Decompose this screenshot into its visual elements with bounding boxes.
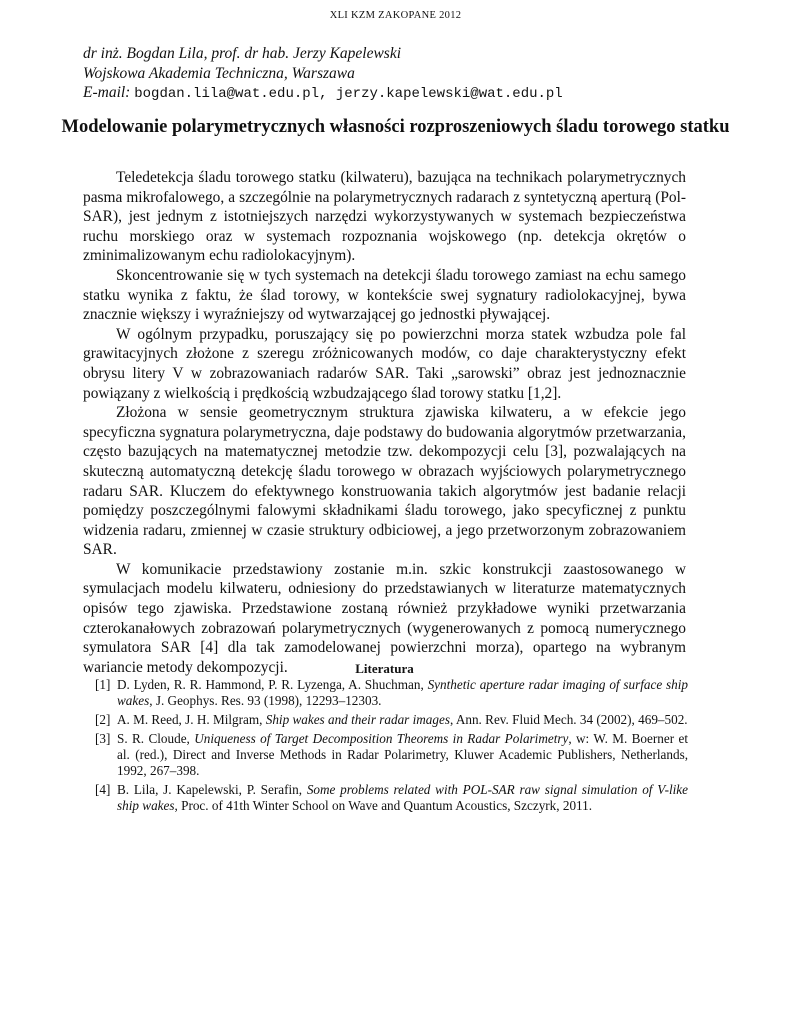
reference-number: [2] [95,712,111,727]
reference-source: , J. Geophys. Res. 93 (1998), 12293–12303. [149,693,382,708]
reference-number: [3] [95,731,111,746]
reference-authors: S. R. Cloude, [117,731,195,746]
reference-item [95,782,688,814]
paragraph: Skoncentrowanie się w tych systemach na detekcji śladu torowego zamiast na echu samego statku wynika z faktu, że ślad torowy, w kontekście swej sygnatury radiolokacyjnej, bywa znacznie większy i wyraźniejszy od wytwarzającej go jednostki pływającej. [83,266,686,324]
reference-title: Uniqueness of Target Decomposition Theorems in Radar Polarimetry [194,731,569,746]
author-affiliation: Wojskowa Akademia Techniczna, Warszawa [83,64,355,82]
paper-title: Modelowanie polarymetrycznych własności rozproszeniowych śladu torowego statku [61,117,730,137]
reference-title: Some problems related with POL-SAR raw signal simulation of V-like ship wakes [117,782,688,813]
references-heading: Literatura [355,661,414,676]
author-emails: bogdan.lila@wat.edu.pl, jerzy.kapelewski@wat.edu.pl [134,86,563,102]
authors-block [83,44,703,105]
author-names: dr inż. Bogdan Lila, prof. dr hab. Jerzy Kapelewski [83,45,402,62]
reference-source: , Ann. Rev. Fluid Mech. 34 (2002), 469–502. [449,712,688,727]
reference-title: Synthetic aperture radar imaging of surface ship wakes [117,677,688,708]
email-label: E-mail: [83,84,131,101]
reference-number: [1] [95,677,111,692]
paragraph: Złożona w sensie geometrycznym struktura zjawiska kilwateru, a w efekcie jego specyficzna sygnatura polarymetryczna, daje podstawy do budowania algorytmów przetwarzania, często bazujących na matematycznej metodzie tzw. dekompozycji celu [3], pozwalających na skuteczną automatyczną detekcję śladu torowego w obrazach wyjściowych polarymetrycznego radaru SAR. Kluczem do efektywnego konstruowania takich algorytmów jest badanie relacji pomiędzy poszczególnymi falowymi składnikami śladu torowego, jako specyficznej z punktu widzenia radaru, zmiennej w czasie struktury odbiciowej, a jego przetworzonym zobrazowaniem SAR. [83,404,686,559]
reference-authors: A. M. Reed, J. H. Milgram, [117,712,266,727]
reference-item [95,712,688,728]
reference-authors: D. Lyden, R. R. Hammond, P. R. Lyzenga, A. Shuchman, [117,677,428,692]
reference-authors: B. Lila, J. Kapelewski, P. Serafin, [117,782,307,797]
author-email-line [83,83,703,105]
reference-item [95,677,688,709]
reference-item [95,731,688,779]
reference-source: , w: W. M. Boerner et al. (red.), Direct and Inverse Methods in Radar Polarimetry, Kluwer Academic Publishers, Netherlands, 1992, 267–398. [117,731,688,778]
running-head: XLI KZM ZAKOPANE 2012 [329,10,462,21]
paragraph: Teledetekcja śladu torowego statku (kilwateru), bazująca na technikach polarymetrycznych pasma mikrofalowego, a szczególnie na polarymetrycznych radarach z syntetyczną aperturą (Pol-SAR), jest jednym z istotniejszych narzędzi wykorzystywanych w systemach bezpieczeństwa ruchu morskiego oraz w systemach rozpoznania wojskowego (np. detekcja okrętów o zminimalizowanym echu radiolokacyjnym). [83,169,686,265]
abstract-body [83,168,686,677]
paragraph: W komunikacie przedstawiony zostanie m.in. szkic konstrukcji zaastosowanego w symulacjach modelu kilwateru, odniesiony do przedstawianych w literaturze matematycznych opisów tego zjawiska. Przedstawione zostaną również przykładowe wyniki przetwarzania czterokanałowych zobrazowań polarymetrycznych (wygenerowanych z pomocą numerycznego symulatora SAR [4] dla tak zamodelowanej powierzchni morza), opartego na wybranym wariancie metody dekompozycji. [83,560,686,676]
references-list [95,677,688,817]
paragraph: W ogólnym przypadku, poruszający się po powierzchni morza statek wzbudza pole fal grawitacyjnych złożone z szeregu zróżnicowanych modów, co daje charakterystyczny efekt obrysu litery V w zobrazowaniach radarów SAR. Taki „sarowski” obraz jest jednoznacznie powiązany z wielkością i prędkością wzbudzającego ślad torowy statku [1,2]. [83,325,686,402]
reference-title: Ship wakes and their radar images [265,712,450,727]
reference-source: , Proc. of 41th Winter School on Wave and Quantum Acoustics, Szczyrk, 2011. [174,798,593,813]
reference-number: [4] [95,782,111,797]
